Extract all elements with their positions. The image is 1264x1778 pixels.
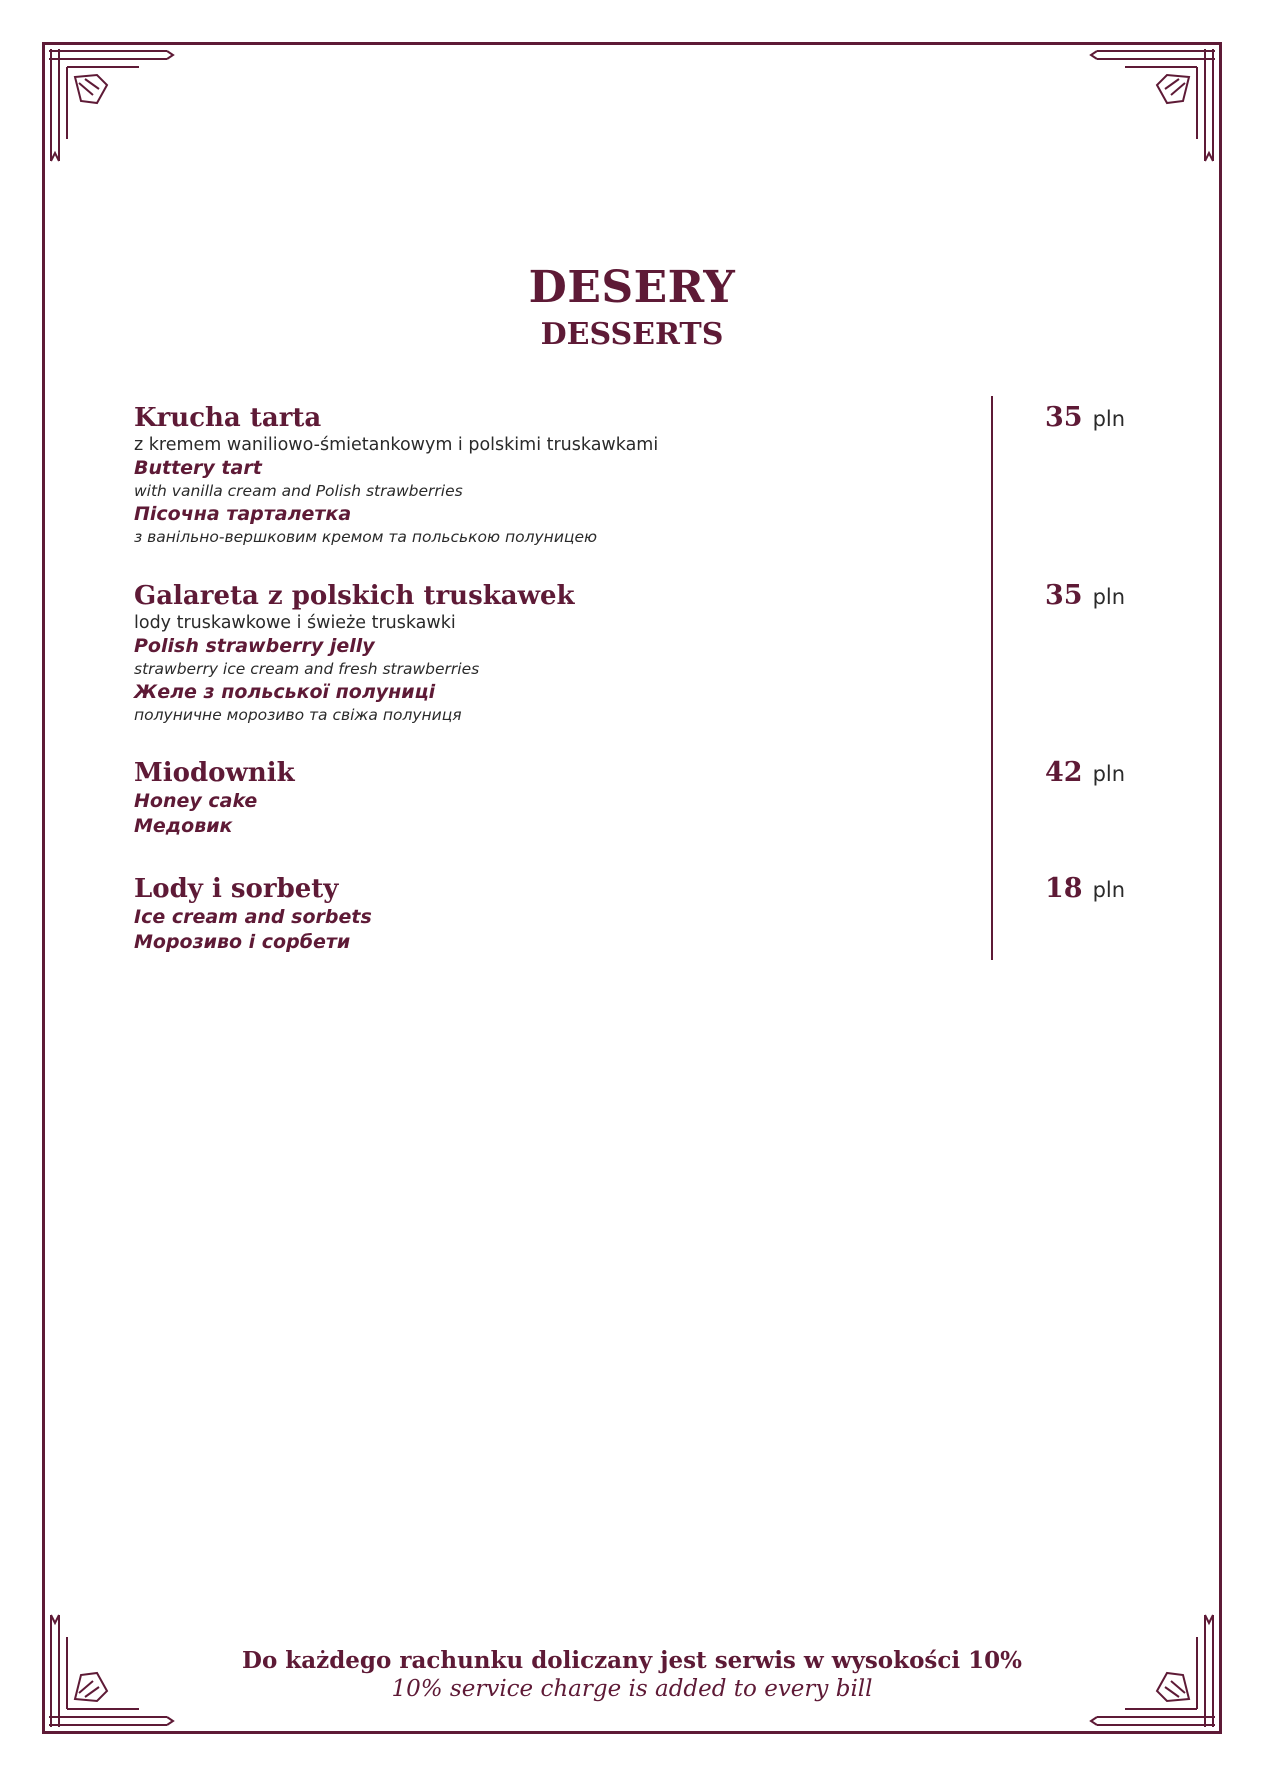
item-price xyxy=(1045,580,1185,611)
item-price xyxy=(1045,757,1185,788)
price-value: 35 xyxy=(1045,580,1083,611)
item-name: Lody i sorbety xyxy=(134,874,339,904)
menu-item xyxy=(134,873,954,955)
item-name: Krucha tarta xyxy=(134,403,322,433)
service-charge-note xyxy=(0,1646,1264,1704)
item-description-english: with vanilla cream and Polish strawberries xyxy=(134,482,463,500)
item-description-ukrainian: полуничне морозиво та свіжа полуниця xyxy=(134,706,462,724)
price-value: 18 xyxy=(1045,873,1083,904)
price-unit: pln xyxy=(1092,407,1126,431)
item-name: Galareta z polskich truskawek xyxy=(134,581,575,611)
menu-item xyxy=(134,402,954,548)
price-unit: pln xyxy=(1092,878,1126,902)
item-description: z kremem waniliowo-śmietankowym i polskimi truskawkami xyxy=(134,435,659,455)
price-divider xyxy=(991,396,993,960)
item-name-english: Honey cake xyxy=(134,790,258,812)
item-description-english: strawberry ice cream and fresh strawberries xyxy=(134,660,480,678)
item-name-english: Polish strawberry jelly xyxy=(134,635,375,657)
item-name-ukrainian: Медовик xyxy=(134,815,233,837)
menu-item xyxy=(134,580,954,726)
price-unit: pln xyxy=(1092,762,1126,786)
item-name-english: Buttery tart xyxy=(134,457,262,479)
item-name-ukrainian: Пісочна тарталетка xyxy=(134,503,352,525)
page-title: DESERY xyxy=(528,262,736,313)
item-description-ukrainian: з ванільно-вершковим кремом та польською полуницею xyxy=(134,528,598,546)
item-price xyxy=(1045,873,1185,904)
item-name: Miodownik xyxy=(134,758,295,788)
menu-heading xyxy=(0,262,1264,354)
price-value: 35 xyxy=(1045,402,1083,433)
item-name-ukrainian: Морозиво і сорбети xyxy=(134,931,351,953)
corner-ornament-top-left xyxy=(45,45,185,185)
service-charge-polish: Do każdego rachunku doliczany jest serwis w wysokości 10% xyxy=(242,1647,1022,1674)
item-name-ukrainian: Желе з польської полуниці xyxy=(134,681,436,703)
corner-ornament-top-right xyxy=(1079,45,1219,185)
item-name-english: Ice cream and sorbets xyxy=(134,906,372,928)
item-price xyxy=(1045,402,1185,433)
price-unit: pln xyxy=(1092,585,1126,609)
menu-item xyxy=(134,757,954,839)
page-subtitle: DESSERTS xyxy=(540,317,724,352)
item-description: lody truskawkowe i świeże truskawki xyxy=(134,613,456,633)
price-value: 42 xyxy=(1045,757,1083,788)
service-charge-english: 10% service charge is added to every bill xyxy=(391,1676,873,1702)
